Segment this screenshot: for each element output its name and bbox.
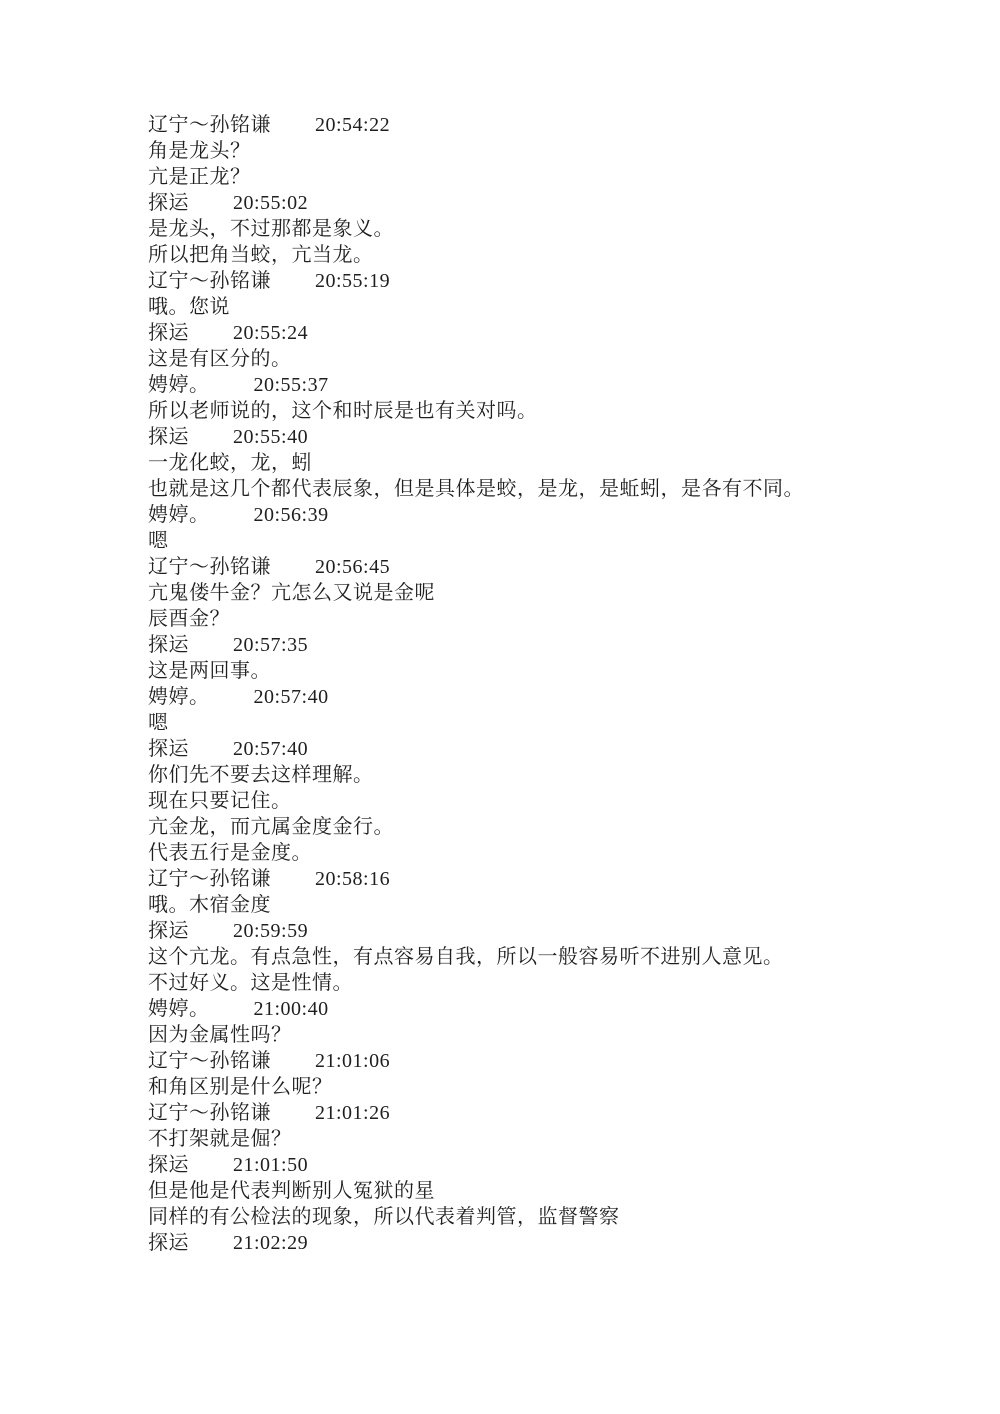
message-line: 这是两回事。 (148, 660, 271, 682)
message-line: 你们先不要去这样理解。 (148, 764, 374, 786)
message-header (148, 502, 960, 528)
message-header (148, 554, 960, 580)
message-header (148, 918, 960, 944)
message-line: 辰酉金？ (148, 608, 230, 630)
sender-name: 探运 (148, 1154, 189, 1176)
chat-message (148, 866, 960, 918)
message-header (148, 866, 960, 892)
message-time: 21:02:29 (233, 1232, 309, 1254)
chat-message (148, 1230, 960, 1256)
message-header (148, 1152, 960, 1178)
chat-message (148, 320, 960, 372)
sender-name: 探运 (148, 426, 189, 448)
message-time: 21:01:06 (315, 1050, 391, 1072)
sender-name: 辽宁～孙铭谦 (148, 1102, 271, 1124)
message-time: 20:57:40 (233, 738, 309, 760)
message-line: 这个亢龙。有点急性，有点容易自我，所以一般容易听不进别人意见。 (148, 946, 784, 968)
message-time: 21:00:40 (253, 998, 329, 1020)
sender-name: 辽宁～孙铭谦 (148, 270, 271, 292)
message-line: 角是龙头？ (148, 140, 251, 162)
chat-message (148, 372, 960, 424)
message-header (148, 112, 960, 138)
message-line: 因为金属性吗？ (148, 1024, 292, 1046)
message-line: 亢鬼偻牛金？亢怎么又说是金呢 (148, 582, 435, 604)
chat-message (148, 1100, 960, 1152)
sender-name: 娉婷。 (148, 998, 210, 1020)
message-time: 20:58:16 (315, 868, 391, 890)
message-time: 20:55:02 (233, 192, 309, 214)
chat-message (148, 684, 960, 736)
message-header (148, 1230, 960, 1256)
message-header (148, 424, 960, 450)
message-header (148, 372, 960, 398)
chat-message (148, 112, 960, 190)
sender-name: 探运 (148, 920, 189, 942)
message-time: 20:56:39 (253, 504, 329, 526)
message-header (148, 190, 960, 216)
message-time: 20:57:40 (253, 686, 329, 708)
message-line: 也就是这几个都代表辰象，但是具体是蛟，是龙，是蚯蚓，是各有不同。 (148, 478, 804, 500)
sender-name: 辽宁～孙铭谦 (148, 868, 271, 890)
message-line: 亢金龙，而亢属金度金行。 (148, 816, 394, 838)
message-line: 同样的有公检法的现象，所以代表着判管，监督警察 (148, 1206, 620, 1228)
message-time: 20:56:45 (315, 556, 391, 578)
sender-name: 辽宁～孙铭谦 (148, 114, 271, 136)
chat-message (148, 424, 960, 502)
message-line: 不过好义。这是性情。 (148, 972, 353, 994)
message-header (148, 1048, 960, 1074)
message-line: 代表五行是金度。 (148, 842, 312, 864)
chat-message (148, 632, 960, 684)
message-line: 但是他是代表判断别人冤狱的星 (148, 1180, 435, 1202)
sender-name: 娉婷。 (148, 686, 210, 708)
message-header (148, 684, 960, 710)
message-time: 20:55:24 (233, 322, 309, 344)
message-header (148, 996, 960, 1022)
message-line: 所以老师说的，这个和时辰是也有关对吗。 (148, 400, 538, 422)
message-line: 和角区别是什么呢？ (148, 1076, 333, 1098)
chat-message (148, 554, 960, 632)
message-line: 哦。您说 (148, 296, 230, 318)
chat-transcript (148, 112, 960, 1256)
message-line: 所以把角当蛟，亢当龙。 (148, 244, 374, 266)
chat-message (148, 268, 960, 320)
sender-name: 探运 (148, 322, 189, 344)
sender-name: 辽宁～孙铭谦 (148, 556, 271, 578)
message-line: 哦。木宿金度 (148, 894, 271, 916)
chat-message (148, 918, 960, 996)
message-time: 20:55:37 (253, 374, 329, 396)
message-line: 嗯 (148, 530, 169, 552)
sender-name: 娉婷。 (148, 374, 210, 396)
message-line: 一龙化蛟，龙，蚓 (148, 452, 312, 474)
message-header (148, 1100, 960, 1126)
message-line: 是龙头，不过那都是象义。 (148, 218, 394, 240)
message-header (148, 736, 960, 762)
chat-message (148, 1152, 960, 1230)
sender-name: 探运 (148, 634, 189, 656)
message-time: 20:59:59 (233, 920, 309, 942)
message-time: 20:55:19 (315, 270, 391, 292)
sender-name: 探运 (148, 738, 189, 760)
message-line: 这是有区分的。 (148, 348, 292, 370)
chat-message (148, 190, 960, 268)
chat-message (148, 1048, 960, 1100)
message-line: 嗯 (148, 712, 169, 734)
sender-name: 探运 (148, 1232, 189, 1254)
message-time: 21:01:50 (233, 1154, 309, 1176)
message-line: 亢是正龙？ (148, 166, 251, 188)
sender-name: 探运 (148, 192, 189, 214)
message-header (148, 632, 960, 658)
message-line: 不打架就是倔？ (148, 1128, 292, 1150)
message-time: 21:01:26 (315, 1102, 391, 1124)
message-header (148, 320, 960, 346)
chat-message (148, 736, 960, 866)
sender-name: 辽宁～孙铭谦 (148, 1050, 271, 1072)
chat-message (148, 502, 960, 554)
message-time: 20:57:35 (233, 634, 309, 656)
message-line: 现在只要记住。 (148, 790, 292, 812)
sender-name: 娉婷。 (148, 504, 210, 526)
chat-message (148, 996, 960, 1048)
message-header (148, 268, 960, 294)
message-time: 20:54:22 (315, 114, 391, 136)
message-time: 20:55:40 (233, 426, 309, 448)
